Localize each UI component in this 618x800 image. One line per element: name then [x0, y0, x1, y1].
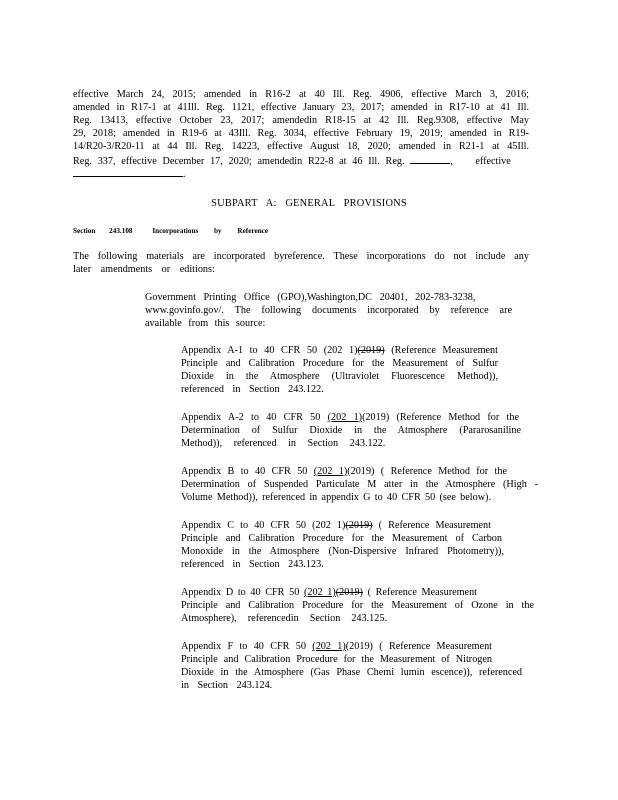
gpo-paragraph: [145, 291, 512, 330]
history-line-7: .: [73, 166, 529, 179]
appendix-line: Principle and Calibration Procedure for the Measurement of Ozone in the: [181, 600, 534, 611]
history-note: [73, 88, 529, 179]
intro-line: later amendments or editions:: [73, 264, 215, 275]
appendix-first-line: Appendix D to 40 CFR 50 (202 1)(2019) ( Reference Measurement: [181, 587, 477, 598]
appendix-entry-b: [181, 465, 538, 504]
history-line: 29, 2018; amended in R19-6 at 43Ill. Reg. 3034, effective February 19, 2019; amended in R19-: [73, 128, 529, 139]
appendix-line: Dioxide in the Atmosphere (Ultraviolet Fluorescence Method)),: [181, 371, 498, 382]
appendix-entry-f: [181, 640, 522, 692]
blank-underline: [410, 153, 450, 164]
appendix-first-line: Appendix C to 40 CFR 50 (202 1)(2019) ( Reference Measurement: [181, 520, 491, 531]
appendix-line: referenced in Section 243.122.: [181, 384, 324, 395]
gpo-line: available from this source:: [145, 318, 266, 329]
subpart-heading: SUBPART A: GENERAL PROVISIONS: [211, 198, 407, 209]
history-text: , effective: [450, 156, 511, 167]
appendix-entry-a1: [181, 344, 498, 396]
appendix-line: in Section 243.124.: [181, 680, 273, 691]
appendix-line: Determination of Suspended Particulate M atter in the Atmosphere (High -: [181, 479, 538, 490]
history-line: effective March 24, 2015; amended in R16-2 at 40 Ill. Reg. 4906, effective March 3, 2016;: [73, 89, 529, 100]
gpo-line: www.govinfo.gov/. The following documents incorporated by reference are: [145, 305, 512, 316]
appendix-entry-d: [181, 586, 534, 625]
appendix-line: Determination of Sulfur Dioxide in the Atmosphere (Pararosaniline: [181, 425, 521, 436]
appendix-first-line: Appendix A-2 to 40 CFR 50 (202 1)(2019) (Reference Method for the: [181, 412, 519, 423]
appendix-line: Dioxide in the Atmosphere (Gas Phase Chemi lumin escence)), referenced: [181, 667, 522, 678]
appendix-line: Monoxide in the Atmosphere (Non-Dispersive Infrared Photometry)),: [181, 546, 504, 557]
appendix-first-line: Appendix B to 40 CFR 50 (202 1)(2019) ( Reference Method for the: [181, 466, 507, 477]
gpo-line: Government Printing Office (GPO),Washington,DC 20401, 202-783-3238,: [145, 292, 476, 303]
appendix-line: Atmosphere), referencedin Section 243.125.: [181, 613, 387, 624]
appendix-line: referenced in Section 243.123.: [181, 559, 324, 570]
history-text: Reg. 337, effective December 17, 2020; amendedin R22-8 at 46 Ill. Reg.: [73, 156, 405, 167]
appendix-line: Principle and Calibration Procedure for the Measurement of Nitrogen: [181, 654, 492, 665]
section-number: Section 243.108: [73, 227, 133, 235]
inserted-text: (202 1): [312, 641, 346, 652]
struck-text: (2019): [345, 520, 373, 531]
appendix-first-line: Appendix A-1 to 40 CFR 50 (202 1)(2019) (Reference Measurement: [181, 345, 498, 356]
history-line: amended in R17-1 at 41Ill. Reg. 1121, effective January 23, 2017; amended in R17-10 at 41 Ill.: [73, 102, 529, 113]
appendix-entry-a2: [181, 411, 519, 450]
appendix-line: Method)), referenced in Section 243.122.: [181, 438, 386, 449]
history-line: Reg. 13413, effective October 23, 2017; amendedin R18-15 at 42 Ill. Reg.9308, effective May: [73, 115, 529, 126]
appendix-entry-c: [181, 519, 504, 571]
appendix-line: Principle and Calibration Procedure for the Measurement of Carbon: [181, 533, 502, 544]
intro-line: The following materials are incorporated byreference. These incorporations do not include any: [73, 251, 529, 262]
intro-paragraph: [73, 250, 529, 276]
inserted-text: (202 1): [313, 466, 348, 477]
struck-text: (2019): [357, 345, 385, 356]
section-heading: [73, 225, 286, 238]
history-line-6: [73, 153, 529, 166]
inserted-text: (202 1): [303, 587, 336, 598]
appendix-line: Principle and Calibration Procedure for the Measurement of Sulfur: [181, 358, 498, 369]
blank-underline: [73, 166, 183, 177]
inserted-text: (202 1): [327, 412, 363, 423]
appendix-first-line: Appendix F to 40 CFR 50 (202 1)(2019) ( Reference Measurement: [181, 641, 493, 652]
history-line: 14/R20-3/R20-11 at 44 Ill. Reg. 14223, effective August 18, 2020; amended in R21-1 at 45Ill.: [73, 141, 529, 152]
appendix-line: Volume Method)), referenced in appendix G to 40 CFR 50 (see below).: [181, 492, 491, 503]
section-title: Incorporations by Reference: [152, 227, 269, 235]
struck-text: (2019): [335, 587, 363, 598]
